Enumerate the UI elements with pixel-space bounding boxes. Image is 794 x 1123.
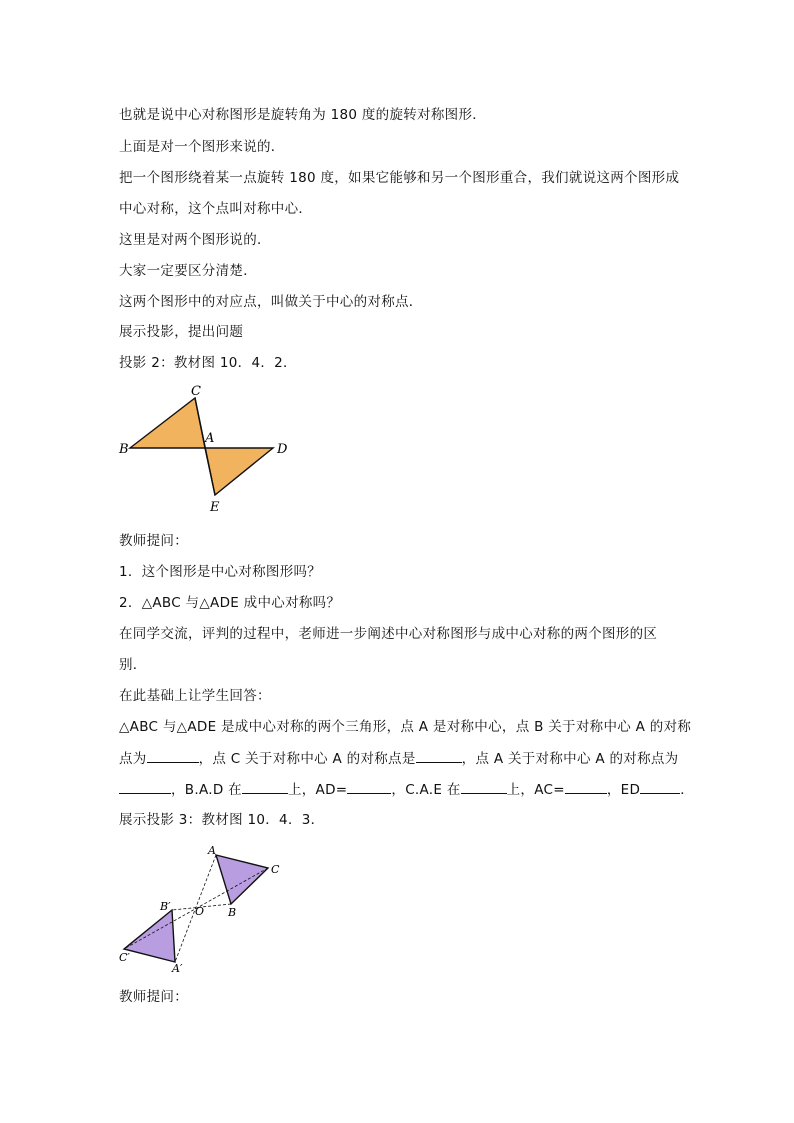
figure-central-symmetry-o bbox=[115, 840, 295, 975]
blank-field[interactable] bbox=[461, 779, 507, 794]
triangle-ade bbox=[205, 448, 273, 495]
question-2: 2．△ABC 与△ADE 成中心对称吗？ bbox=[119, 595, 341, 611]
fill-in-line-2 bbox=[119, 748, 678, 769]
label-d: D bbox=[277, 442, 288, 457]
text-exchange-1: 在同学交流，评判的过程中，老师进一步阐述中心对称图形与成中心对称的两个图形的区 bbox=[119, 626, 658, 642]
label-a-prime: A′ bbox=[172, 962, 183, 975]
text-line-5: 这里是对两个图形说的． bbox=[119, 232, 271, 248]
label-a: A bbox=[208, 844, 216, 857]
figure-triangles-abc-ade bbox=[115, 380, 295, 515]
fill-text: ，C.A.E 在 bbox=[391, 782, 461, 798]
fill-text: 上，AC= bbox=[506, 782, 565, 798]
label-o: O bbox=[195, 905, 205, 918]
label-a: A bbox=[205, 431, 215, 446]
blank-field[interactable] bbox=[242, 779, 288, 794]
label-c: C bbox=[271, 863, 280, 876]
fill-text: 上，AD= bbox=[287, 782, 348, 798]
fill-text: ． bbox=[680, 782, 695, 798]
label-b: B bbox=[119, 442, 129, 457]
text-line-7: 这两个图形中的对应点，叫做关于中心的对称点． bbox=[119, 294, 423, 310]
fill-text: ，B.A.D 在 bbox=[171, 782, 242, 798]
fill-text: ，ED bbox=[606, 782, 641, 798]
fill-in-line-3 bbox=[119, 779, 694, 800]
blank-field[interactable] bbox=[147, 748, 199, 763]
text-line-6: 大家一定要区分清楚． bbox=[119, 263, 257, 279]
label-b: B bbox=[228, 906, 237, 919]
label-b-prime: B′ bbox=[160, 900, 171, 913]
text-line-2: 上面是对一个图形来说的． bbox=[119, 139, 285, 155]
fill-text: ，点 C 关于对称中心 A 的对称点是 bbox=[198, 751, 416, 767]
text-line-8: 展示投影，提出问题 bbox=[119, 324, 244, 340]
text-line-9: 投影 2：教材图 10．4．2． bbox=[119, 355, 297, 371]
blank-field[interactable] bbox=[640, 779, 680, 794]
question-1: 1．这个图形是中心对称图形吗？ bbox=[119, 564, 322, 580]
fill-text: 点为 bbox=[119, 751, 147, 767]
blank-field[interactable] bbox=[565, 779, 607, 794]
label-c-prime: C′ bbox=[119, 951, 130, 964]
text-exchange-2: 别． bbox=[119, 657, 147, 673]
label-e: E bbox=[210, 500, 220, 515]
fill-in-line-1: △ABC 与△ADE 是成中心对称的两个三角形，点 A 是对称中心，点 B 关于对称中心 A 的对称 bbox=[119, 719, 692, 735]
triangle-abc bbox=[130, 398, 205, 448]
blank-field[interactable] bbox=[416, 748, 462, 763]
fill-text: ，点 A 关于对称中心 A 的对称点为 bbox=[461, 751, 679, 767]
text-line-1: 也就是说中心对称图形是旋转角为 180 度的旋转对称图形． bbox=[119, 107, 487, 123]
triangle-abc-purple bbox=[216, 855, 268, 904]
teacher-question-2: 教师提问： bbox=[119, 989, 188, 1005]
blank-field[interactable] bbox=[347, 779, 391, 794]
triangle-a2b2c2-purple bbox=[124, 910, 175, 962]
blank-field[interactable] bbox=[119, 779, 171, 794]
text-line-4: 中心对称，这个点叫对称中心． bbox=[119, 201, 313, 217]
projection-3-caption: 展示投影 3：教材图 10．4．3． bbox=[119, 812, 325, 828]
teacher-question-1: 教师提问： bbox=[119, 533, 188, 549]
text-line-3: 把一个图形绕着某一点旋转 180 度，如果它能够和另一个图形重合，我们就说这两个图形成 bbox=[119, 170, 680, 186]
label-c: C bbox=[191, 384, 201, 399]
text-answer-intro: 在此基础上让学生回答： bbox=[119, 688, 271, 704]
